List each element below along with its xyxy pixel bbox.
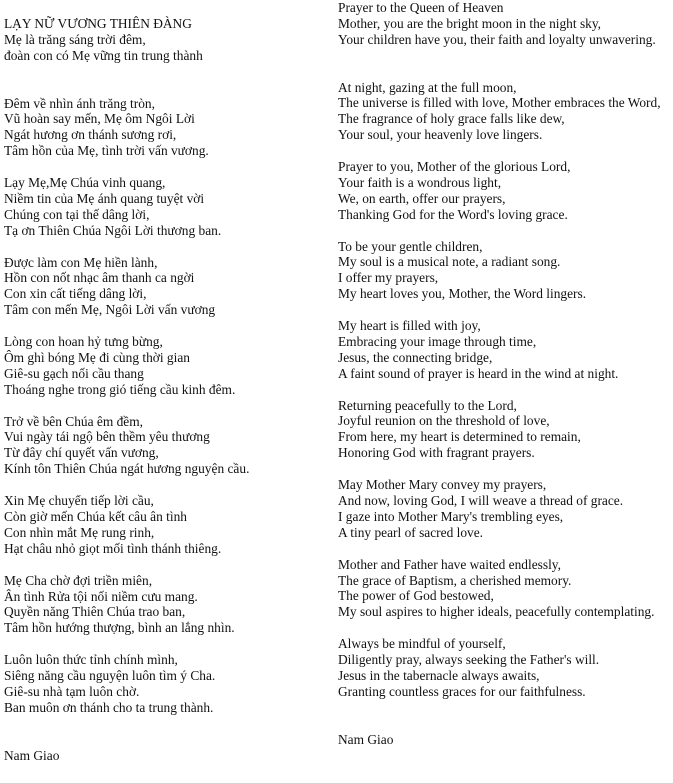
poem-line: Diligently pray, always seeking the Father's will.	[338, 652, 600, 668]
poem-line: Granting countless graces for our faithfulness.	[338, 683, 586, 699]
poem-line: A faint sound of prayer is heard in the wind at night.	[338, 365, 619, 381]
poem-line: Tâm hồn của Mẹ, tình trời vấn vương.	[4, 143, 209, 159]
poem-line: My heart is filled with joy,	[338, 318, 481, 334]
poem-line: Con nhìn mắt Mẹ rung rinh,	[4, 524, 155, 540]
poem-line: Joyful reunion on the threshold of love,	[338, 413, 550, 429]
poem-line: Thoáng nghe trong gió tiếng cầu kinh đêm.	[4, 381, 236, 397]
poem-line: Quyền năng Thiên Chúa trao ban,	[4, 604, 186, 620]
poem-title: Prayer to the Queen of Heaven	[338, 0, 504, 15]
poem-line: Ân tình Rửa tội nối niềm cưu mang.	[4, 588, 198, 604]
poem-line: Chúng con tại thế dâng lời,	[4, 206, 150, 222]
poem-line: Tâm con mến Mẹ, Ngôi Lời vấn vương	[4, 302, 216, 318]
poem-line: I gaze into Mother Mary's trembling eyes,	[338, 508, 564, 524]
poem-line: Hồn con nốt nhạc âm thanh ca ngời	[4, 270, 195, 286]
poem-line: The fragrance of holy grace falls like dew,	[338, 111, 565, 127]
poem-line: Vũ hoàn say mến, Mẹ ôm Ngôi Lời	[4, 111, 195, 127]
poem-line: Honoring God with fragrant prayers.	[338, 445, 535, 461]
poem-line: Lạy Mẹ,Mẹ Chúa vinh quang,	[4, 175, 166, 191]
poem-line: Mother, you are the bright moon in the night sky,	[338, 15, 602, 31]
stanza	[4, 96, 322, 160]
stanza	[338, 80, 668, 144]
poem-line: My soul is a musical note, a radiant song.	[338, 254, 561, 270]
stanza	[338, 557, 668, 621]
stanza	[4, 255, 322, 319]
poem-line: Vui ngày tái ngộ bên thềm yêu thương	[4, 429, 210, 445]
poem-line: Xin Mẹ chuyển tiếp lời cầu,	[4, 493, 154, 509]
stanza	[338, 398, 668, 462]
poem-line: At night, gazing at the full moon,	[338, 79, 517, 95]
stanza	[4, 32, 322, 64]
poem-line: Được làm con Mẹ hiền lành,	[4, 254, 158, 270]
stanza	[4, 493, 322, 557]
poem-line: Niềm tin của Mẹ ánh quang tuyệt vời	[4, 190, 205, 206]
poem-line: đoàn con có Mẹ vững tin trung thành	[4, 47, 203, 63]
stanza	[338, 159, 668, 223]
poem-line: Đêm về nhìn ánh trăng tròn,	[4, 95, 155, 111]
poem-line: Mother and Father have waited endlessly,	[338, 556, 561, 572]
stanza	[338, 239, 668, 303]
poem-line: Giê-su nhà tạm luôn chờ.	[4, 683, 140, 699]
poem-line: Mẹ là trăng sáng trời đêm,	[4, 31, 146, 47]
stanza	[4, 414, 322, 478]
poem-line: My soul aspires to higher ideals, peacefully contemplating.	[338, 604, 655, 620]
stanza	[4, 573, 322, 637]
poem-line: Ngát hương ơn thánh sương rơi,	[4, 127, 177, 143]
poem-line: Trở về bên Chúa êm đềm,	[4, 413, 143, 429]
poem-line: Prayer to you, Mother of the glorious Lord,	[338, 159, 571, 175]
poem-line: Lòng con hoan hỷ tưng bừng,	[4, 334, 163, 350]
poem-line: Tạ ơn Thiên Chúa Ngôi Lời thương ban.	[4, 222, 222, 238]
poem-line: Hạt châu nhỏ giọt mối tình thánh thiêng.	[4, 540, 222, 556]
poem-line: A tiny pearl of sacred love.	[338, 524, 484, 540]
poem-line: Always be mindful of yourself,	[338, 636, 506, 652]
poem-line: Your children have you, their faith and loyalty unwavering.	[338, 31, 656, 47]
vietnamese-poem-column	[4, 0, 322, 763]
poem-line: Jesus in the tabernacle always awaits,	[338, 667, 540, 683]
poem-line: Mẹ Cha chờ đợi triền miên,	[4, 572, 153, 588]
poem-line: Ban muôn ơn thánh cho ta trung thành.	[4, 699, 214, 715]
stanza	[338, 16, 668, 48]
poem-line: From here, my heart is determined to remain,	[338, 429, 581, 445]
poem-line: Returning peacefully to the Lord,	[338, 397, 517, 413]
poem-line: The power of God bestowed,	[338, 588, 494, 604]
poem-title: LẠY NỮ VƯƠNG THIÊN ĐÀNG	[4, 16, 192, 31]
poem-line: Siêng năng cầu nguyện luôn tìm ý Cha.	[4, 668, 216, 684]
poem-line: And now, loving God, I will weave a thread of grace.	[338, 493, 624, 508]
poem-line: Thanking God for the Word's loving grace.	[338, 206, 568, 222]
poem-line: Embracing your image through time,	[338, 333, 537, 349]
poem-line: I offer my prayers,	[338, 270, 439, 286]
poem-line: Luôn luôn thức tỉnh chính mình,	[4, 652, 178, 668]
english-poem-column	[338, 0, 668, 747]
poem-line: My heart loves you, Mother, the Word lingers.	[338, 286, 587, 302]
poem-line: Còn giờ mến Chúa kết câu ân tình	[4, 509, 187, 524]
poem-line: May Mother Mary convey my prayers,	[338, 477, 547, 493]
stanza	[4, 334, 322, 398]
stanza	[338, 318, 668, 382]
poem-line: Con xin cất tiếng dâng lời,	[4, 286, 147, 302]
poem-line: The grace of Baptism, a cherished memory.	[338, 572, 572, 588]
stanza	[4, 175, 322, 239]
poem-line: Kính tôn Thiên Chúa ngát hương nguyện cầu.	[4, 461, 250, 477]
poem-line: Ôm ghì bóng Mẹ đi cùng thời gian	[4, 349, 190, 365]
stanza	[338, 477, 668, 541]
poem-line: We, on earth, offer our prayers,	[338, 190, 506, 206]
poem-line: Giê-su gạch nối cầu thang	[4, 365, 144, 381]
stanza	[4, 652, 322, 716]
poem-line: Your soul, your heavenly love lingers.	[338, 127, 543, 143]
poem-line: Tâm hồn hướng thượng, bình an lắng nhìn.	[4, 620, 235, 636]
poem-line: Jesus, the connecting bridge,	[338, 349, 493, 365]
stanza	[338, 636, 668, 700]
poem-line: Từ đây chí quyết vấn vương,	[4, 445, 159, 461]
poem-line: The universe is filled with love, Mother embraces the Word,	[338, 95, 661, 111]
author-name: Nam Giao	[4, 747, 60, 763]
poem-line: To be your gentle children,	[338, 238, 483, 254]
poem-line: Your faith is a wondrous light,	[338, 174, 502, 190]
author-name: Nam Giao	[338, 731, 394, 747]
